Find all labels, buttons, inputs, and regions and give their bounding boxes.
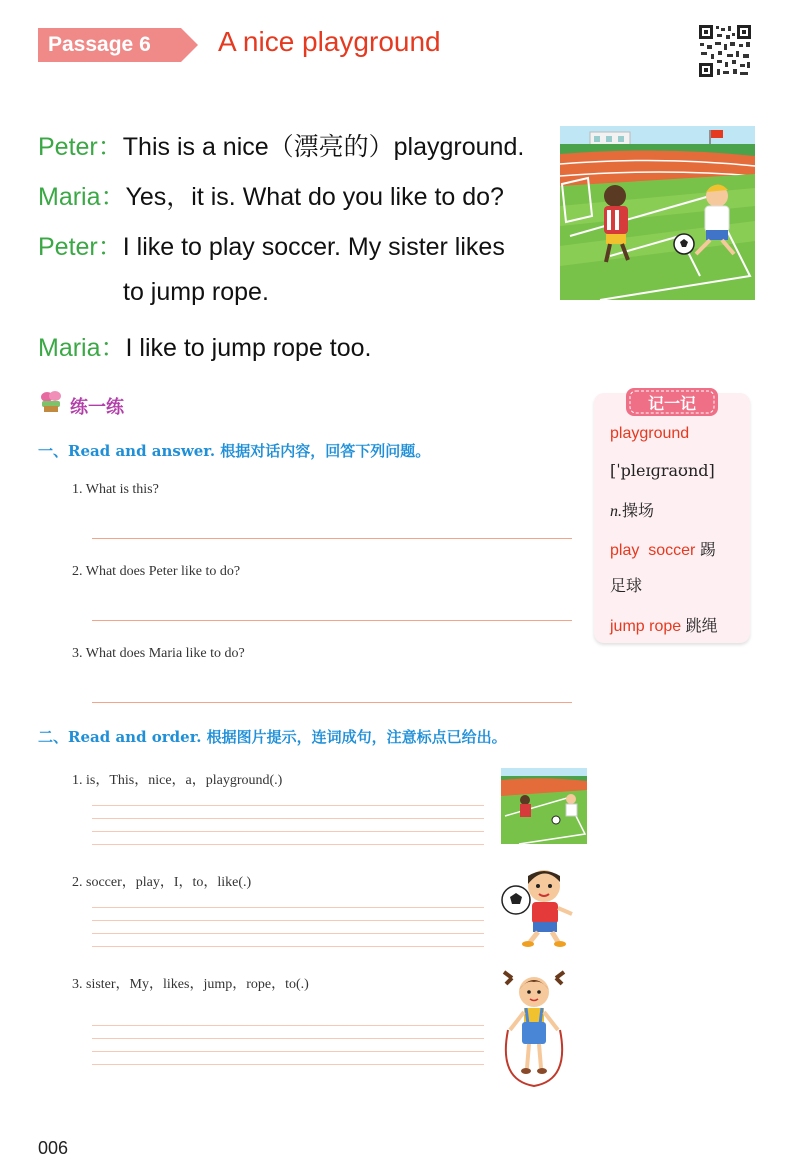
qr-code-icon[interactable]	[698, 24, 752, 78]
vocab-meaning: 操场	[622, 503, 655, 520]
section-2-title: 二、Read and order. 根据图片提示，连词成句，注意标点已给出。	[38, 728, 507, 746]
writing-line[interactable]	[92, 1051, 484, 1052]
writing-line[interactable]	[92, 920, 484, 921]
dialogue-text: I like to play soccer. My sister likes	[122, 233, 505, 261]
vocab-pos: n.	[610, 503, 622, 520]
writing-line[interactable]	[92, 1064, 484, 1065]
speaker-name: Maria：	[38, 183, 126, 211]
writing-line[interactable]	[92, 805, 484, 806]
order-item-3: 3. sister，My，likes，jump，rope，to(.)	[72, 977, 309, 992]
dialogue-line-3	[38, 227, 505, 263]
question-3: 3. What does Maria like to do?	[72, 646, 245, 661]
writing-line[interactable]	[92, 831, 484, 832]
practice-icon	[38, 389, 64, 415]
dialogue-line-5	[38, 328, 371, 364]
answer-line-2[interactable]	[92, 620, 572, 621]
girl-jump-rope-illustration	[498, 970, 570, 1088]
writing-line[interactable]	[92, 933, 484, 934]
writing-line[interactable]	[92, 1025, 484, 1026]
dialogue-text: to jump rope.	[123, 278, 269, 306]
order-item-2: 2. soccer，play，I，to，like(.)	[72, 875, 252, 890]
writing-line[interactable]	[92, 818, 484, 819]
writing-line[interactable]	[92, 946, 484, 947]
dialogue-text: This is a nice（漂亮的）playground.	[122, 133, 525, 161]
passage-tag	[38, 28, 198, 62]
dialogue-line-4	[123, 278, 269, 307]
page-title: A nice playground	[218, 26, 441, 57]
answer-line-3[interactable]	[92, 702, 572, 703]
speaker-name: Peter：	[38, 233, 123, 261]
answer-line-1[interactable]	[92, 538, 572, 539]
writing-line[interactable]	[92, 1038, 484, 1039]
boy-soccer-illustration	[500, 866, 580, 948]
dialogue-line-2	[38, 177, 504, 213]
dialogue-line-1	[38, 127, 524, 163]
vocab-word: playground	[610, 425, 690, 442]
section-1-title: 一、Read and answer. 根据对话内容，回答下列问题。	[38, 442, 431, 460]
page-number: 006	[38, 1138, 69, 1158]
vocab-title: 记一记	[647, 396, 696, 413]
vocab-phrase-1	[610, 537, 716, 560]
vocab-phrase-2	[610, 613, 718, 636]
order-item-1: 1. is，This，nice，a，playground(.)	[72, 773, 283, 788]
question-1: 1. What is this?	[72, 482, 159, 497]
question-2: 2. What does Peter like to do?	[72, 564, 241, 579]
playground-thumbnail	[501, 768, 587, 844]
writing-line[interactable]	[92, 907, 484, 908]
phrase-text: jump rope	[610, 618, 682, 635]
passage-label: Passage 6	[48, 33, 151, 56]
vocab-definition	[610, 498, 654, 521]
writing-line[interactable]	[92, 844, 484, 845]
speaker-name: Peter：	[38, 133, 123, 161]
phrase-text: play soccer	[610, 542, 696, 559]
dialogue-text: I like to jump rope too.	[125, 334, 372, 362]
vocab-phrase-1-meaning: 足球	[610, 578, 643, 595]
practice-title: 练一练	[70, 397, 124, 417]
playground-illustration	[560, 126, 755, 300]
phrase-meaning: 跳绳	[685, 618, 718, 635]
dialogue-text: Yes，it is. What do you like to do?	[125, 183, 504, 211]
vocab-phonetic: [ˈpleɪɡraʊnd]	[610, 461, 715, 480]
phrase-meaning: 踢	[699, 542, 716, 559]
speaker-name: Maria：	[38, 334, 126, 362]
